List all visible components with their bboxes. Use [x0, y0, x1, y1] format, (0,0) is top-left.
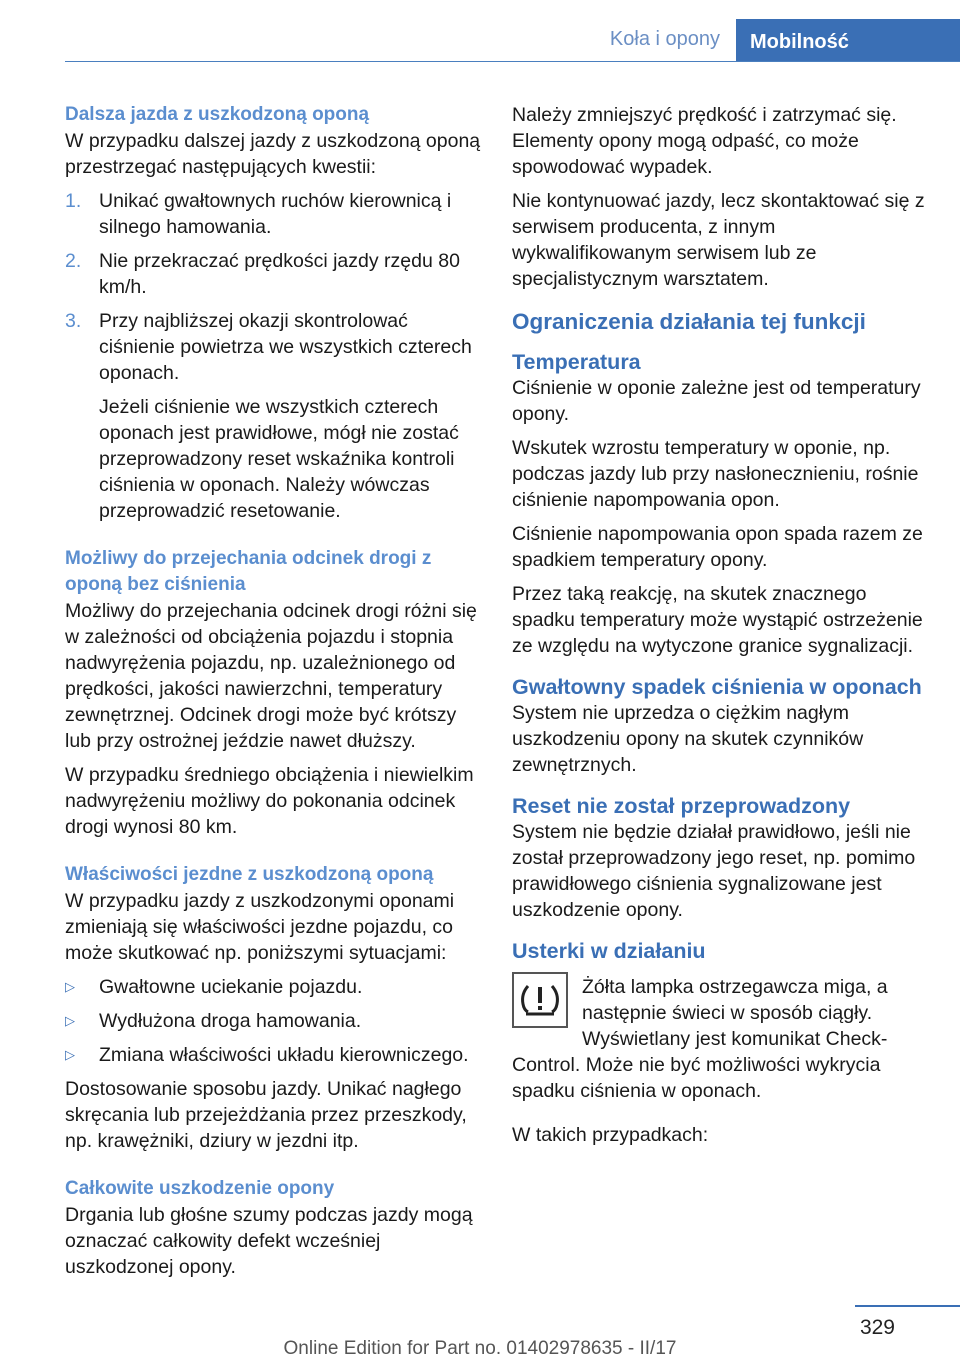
triangle-bullet-icon: ▷ — [65, 1047, 75, 1062]
paragraph: Nie kontynuować jazdy, lecz skontaktować się z serwisem producenta, z innym wykwalifikowanym serwisem lub ze specjalistycznym warsztatem. — [512, 190, 925, 290]
paragraph: W takich przypadkach: — [512, 1124, 709, 1146]
list-item — [65, 1008, 485, 1034]
paragraph: Możliwy do przejechania odcinek drogi różni się w zależności od obciążenia pojazdu i stopnia nadwyrężenia pojazdu, np. uzależnionego od prędkości, jakości nawierzchni, temperatury zewnętrznej. Odcinek drogi może być krótszy lub przy ostrożnej jeździe nawet dłuższy. — [65, 600, 477, 752]
header-section-label: Koła i opony — [609, 28, 720, 50]
paragraph: System nie będzie działał prawidłowo, jeśli nie został przeprowadzony jego reset, np. pomimo prawidłowego ciśnienia sygnalizowane jest uszkodzenie opony. — [512, 821, 916, 921]
list-item — [65, 188, 485, 240]
paragraph: W przypadku dalszej jazdy z uszkodzoną oponą przestrzegać następujących kwestii: — [65, 130, 481, 178]
heading-reset: Reset nie został przeprowadzony — [512, 794, 851, 818]
paragraph: Żółta lampka ostrzegawcza miga, a następnie świeci w sposób ciągły. Wyświetlany jest komunikat Check-Control. Może nie być możliwości wykrycia spadku ciśnienia w oponach. — [512, 976, 888, 1102]
list-text: Gwałtowne uciekanie pojazdu. — [99, 976, 363, 998]
heading-sudden-drop: Gwałtowny spadek ciśnienia w oponach — [512, 675, 922, 699]
paragraph: Wskutek wzrostu temperatury w oponie, np. podczas jazdy lub przy nasłonecznieniu, rośnie ciśnienie napompowania opon. — [512, 437, 919, 511]
page-header — [0, 0, 960, 62]
paragraph: Przez taką reakcję, na skutek znacznego spadku temperatury może wystąpić ostrzeżenie ze względu na wytyczone granice sygnalizacji. — [512, 583, 923, 657]
list-number: 3. — [65, 310, 82, 332]
triangle-bullet-icon: ▷ — [65, 979, 75, 994]
paragraph: W przypadku jazdy z uszkodzonymi oponami zmieniają się właściwości jezdne pojazdu, co może skutkować np. poniższymi sytuacjami: — [65, 890, 455, 964]
heading-total-damage: Całkowite uszkodzenie opony — [65, 1178, 335, 1199]
numbered-list — [65, 188, 485, 524]
triangle-bullet-icon: ▷ — [65, 1013, 75, 1028]
list-text: Wydłużona droga hamowania. — [99, 1010, 362, 1032]
list-item — [65, 974, 485, 1000]
list-item — [65, 308, 485, 524]
list-item — [65, 248, 485, 300]
header-rule — [65, 61, 960, 62]
heading-limits: Ograniczenia działania tej funkcji — [512, 309, 866, 334]
list-number: 2. — [65, 250, 82, 272]
paragraph: Należy zmniejszyć prędkość i zatrzymać się. Elementy opony mogą odpaść, co może spowodować wypadek. — [512, 104, 897, 178]
left-column — [65, 102, 485, 1288]
paragraph: Drgania lub głośne szumy podczas jazdy mogą oznaczać całkowity defekt wcześniej uszkodzonej opony. — [65, 1204, 473, 1278]
page-number: 329 — [859, 1316, 895, 1339]
paragraph: Ciśnienie w oponie zależne jest od temperatury opony. — [512, 377, 921, 425]
list-item — [65, 1042, 485, 1068]
heading-faults: Usterki w działaniu — [512, 939, 706, 963]
list-number: 1. — [65, 190, 82, 212]
paragraph: Dostosowanie sposobu jazdy. Unikać nagłego skręcania lub przejeżdżania przez przeszkody, np. krawężniki, dziury w jezdni itp. — [65, 1078, 467, 1152]
footer-edition: Online Edition for Part no. 01402978635 - II/17 — [283, 1338, 677, 1359]
footer-rule — [855, 1305, 960, 1307]
heading-damaged-tyre: Dalsza jazda z uszkodzoną oponą — [65, 104, 370, 125]
right-column — [512, 102, 932, 1156]
list-text: Przy najbliższej okazji skontrolować ciśnienie powietrza we wszystkich czterech oponach. — [99, 310, 472, 384]
list-subparagraph: Jeżeli ciśnienie we wszystkich czterech oponach jest prawidłowe, mógł nie zostać przeprowadzony reset wskaźnika kontroli ciśnienia w oponach. Należy wówczas przeprowadzić resetowanie. — [99, 396, 459, 522]
heading-temperature: Temperatura — [512, 350, 641, 374]
heading-distance: Możliwy do przejechania odcinek drogi z oponą bez ciśnienia — [65, 548, 432, 595]
heading-driving: Właściwości jezdne z uszkodzoną oponą — [65, 864, 434, 885]
paragraph: Ciśnienie napompowania opon spada razem ze spadkiem temperatury opony. — [512, 523, 923, 571]
list-text: Zmiana właściwości układu kierowniczego. — [99, 1044, 469, 1066]
list-text: Nie przekraczać prędkości jazdy rzędu 80 km/h. — [99, 250, 460, 298]
paragraph: W przypadku średniego obciążenia i niewielkim nadwyrężeniu możliwy do pokonania odcinek drogi wynosi 80 km. — [65, 764, 474, 838]
list-text: Unikać gwałtownych ruchów kierownicą i silnego hamowania. — [99, 190, 452, 238]
tyre-pressure-warning-icon — [512, 972, 568, 1028]
paragraph: System nie uprzedza o ciężkim nagłym uszkodzeniu opony na skutek czynników zewnętrznych. — [512, 702, 864, 776]
bullet-list — [65, 974, 485, 1068]
header-chapter-tab: Mobilność — [736, 19, 960, 62]
